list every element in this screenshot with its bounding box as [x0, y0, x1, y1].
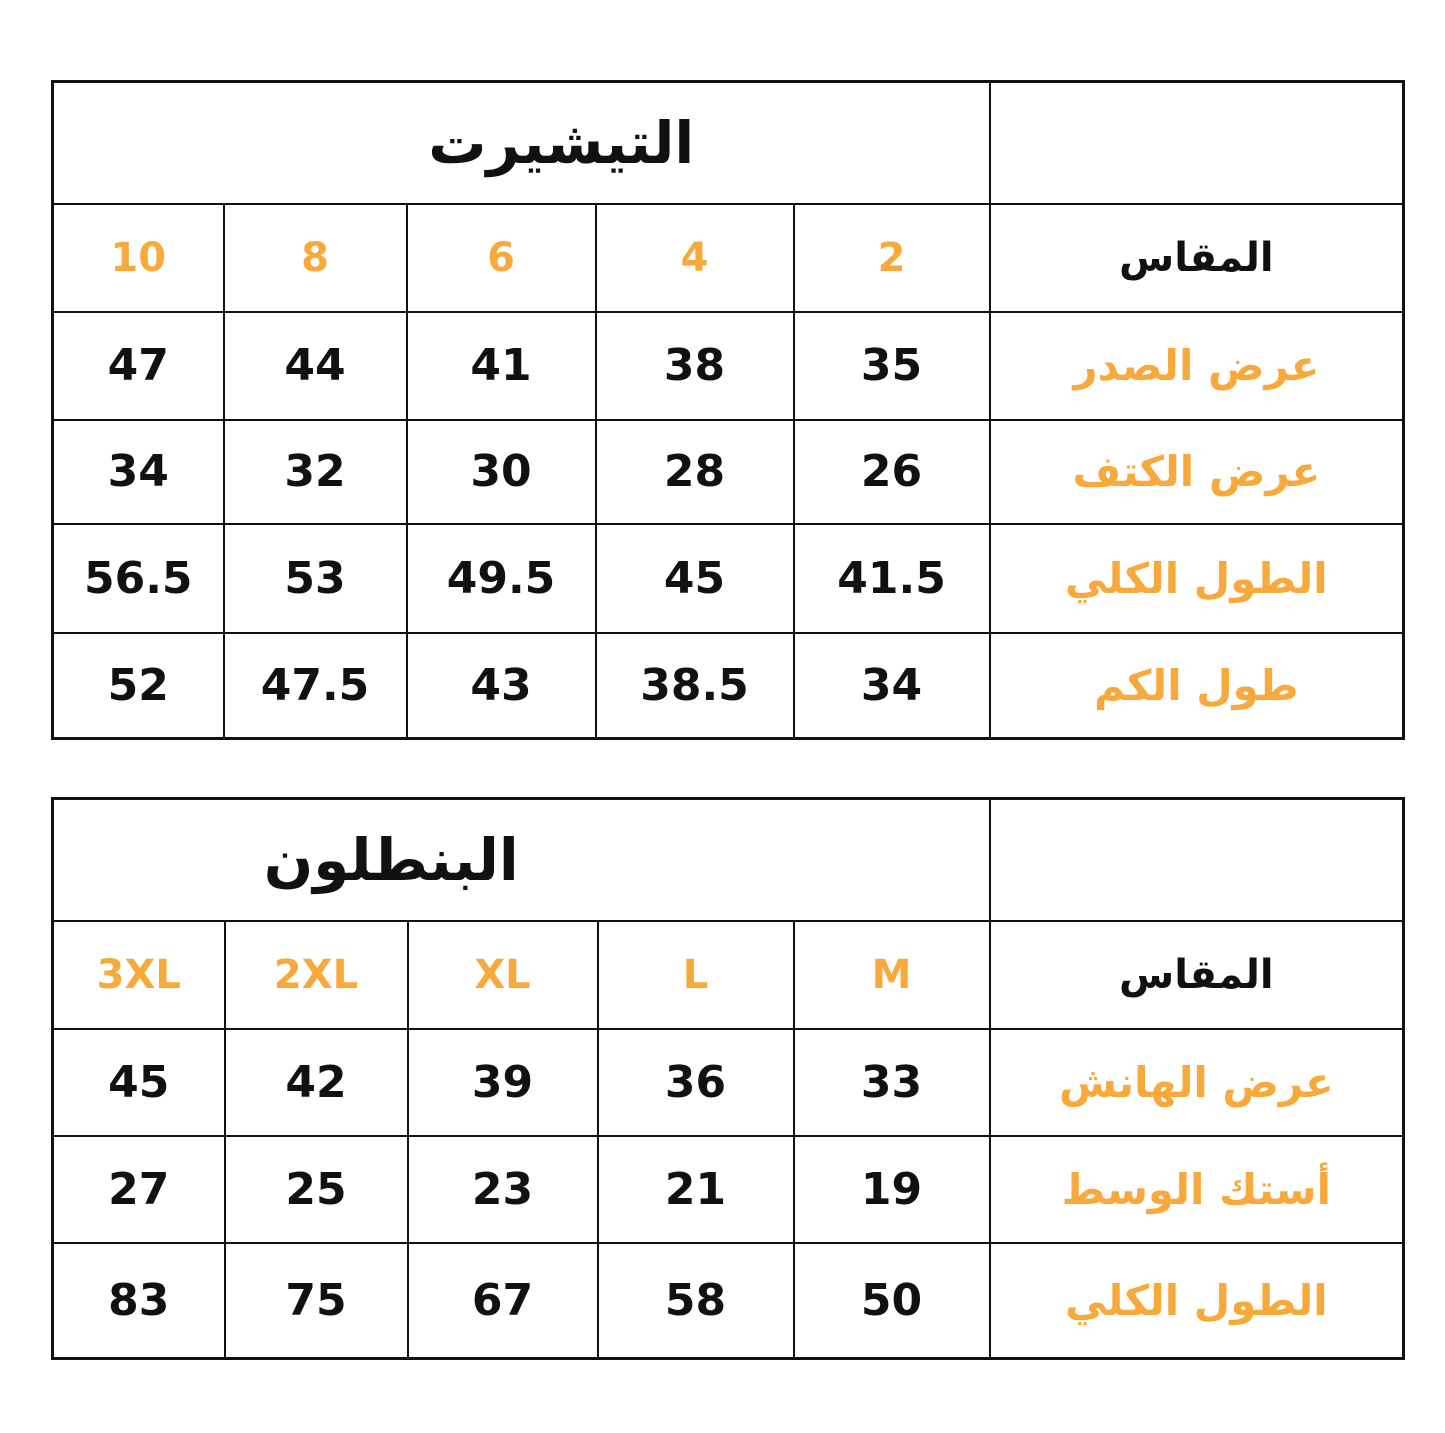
pants-size-xl: XL	[408, 921, 598, 1029]
table-cell: 39	[408, 1029, 598, 1136]
table-cell: 75	[225, 1243, 408, 1358]
table-cell: 21	[598, 1136, 794, 1243]
table-cell: 38.5	[596, 633, 794, 739]
pants-title-cell	[53, 799, 990, 921]
table-cell: 58	[598, 1243, 794, 1358]
table-cell: 27	[53, 1136, 225, 1243]
row-label: طول الكم	[990, 633, 1404, 739]
table-cell: 34	[53, 420, 224, 524]
row-label: عرض الصدر	[990, 312, 1404, 420]
table-cell: 42	[225, 1029, 408, 1136]
tshirt-size-2: 2	[794, 204, 990, 312]
row-label: عرض الهانش	[990, 1029, 1404, 1136]
row-label: الطول الكلي	[990, 1243, 1404, 1358]
pants-title-row	[53, 799, 1404, 921]
table-row	[53, 312, 1404, 420]
table-row	[53, 1243, 1404, 1358]
table-cell: 34	[794, 633, 990, 739]
table-cell: 35	[794, 312, 990, 420]
table-cell: 41.5	[794, 524, 990, 633]
table-cell: 32	[224, 420, 407, 524]
table-row	[53, 633, 1404, 739]
table-cell: 49.5	[407, 524, 596, 633]
table-cell: 52	[53, 633, 224, 739]
pants-title-blank-cell	[990, 799, 1404, 921]
table-cell: 83	[53, 1243, 225, 1358]
row-label: الطول الكلي	[990, 524, 1404, 633]
table-cell: 43	[407, 633, 596, 739]
tshirt-title-blank-cell	[990, 82, 1404, 204]
tshirt-title-row	[53, 82, 1404, 204]
pants-size-table	[51, 797, 1405, 1360]
pants-size-3xl: 3XL	[53, 921, 225, 1029]
table-cell: 45	[596, 524, 794, 633]
table-row	[53, 420, 1404, 524]
table-cell: 47	[53, 312, 224, 420]
table-cell: 47.5	[224, 633, 407, 739]
table-cell: 33	[794, 1029, 990, 1136]
table-cell: 36	[598, 1029, 794, 1136]
table-cell: 26	[794, 420, 990, 524]
table-cell: 25	[225, 1136, 408, 1243]
row-label: أستك الوسط	[990, 1136, 1404, 1243]
table-row	[53, 524, 1404, 633]
table-cell: 44	[224, 312, 407, 420]
tshirt-size-table	[51, 80, 1405, 740]
tshirt-size-10: 10	[53, 204, 224, 312]
table-cell: 41	[407, 312, 596, 420]
table-cell: 28	[596, 420, 794, 524]
table-cell: 19	[794, 1136, 990, 1243]
table-row	[53, 1029, 1404, 1136]
row-label: عرض الكتف	[990, 420, 1404, 524]
tshirt-size-6: 6	[407, 204, 596, 312]
table-cell: 45	[53, 1029, 225, 1136]
table-cell: 53	[224, 524, 407, 633]
tshirt-title: التيشيرت	[428, 108, 695, 177]
pants-size-2xl: 2XL	[225, 921, 408, 1029]
pants-size-header-row	[53, 921, 1404, 1029]
tshirt-size-header-row	[53, 204, 1404, 312]
tshirt-size-4: 4	[596, 204, 794, 312]
pants-size-l: L	[598, 921, 794, 1029]
tshirt-size-header-label: المقاس	[990, 204, 1404, 312]
tshirt-size-8: 8	[224, 204, 407, 312]
table-cell: 30	[407, 420, 596, 524]
pants-size-m: M	[794, 921, 990, 1029]
table-cell: 56.5	[53, 524, 224, 633]
table-cell: 23	[408, 1136, 598, 1243]
tshirt-title-cell	[53, 82, 990, 204]
pants-title: البنطلون	[263, 825, 519, 894]
pants-size-header-label: المقاس	[990, 921, 1404, 1029]
table-cell: 50	[794, 1243, 990, 1358]
table-row	[53, 1136, 1404, 1243]
table-cell: 38	[596, 312, 794, 420]
table-cell: 67	[408, 1243, 598, 1358]
